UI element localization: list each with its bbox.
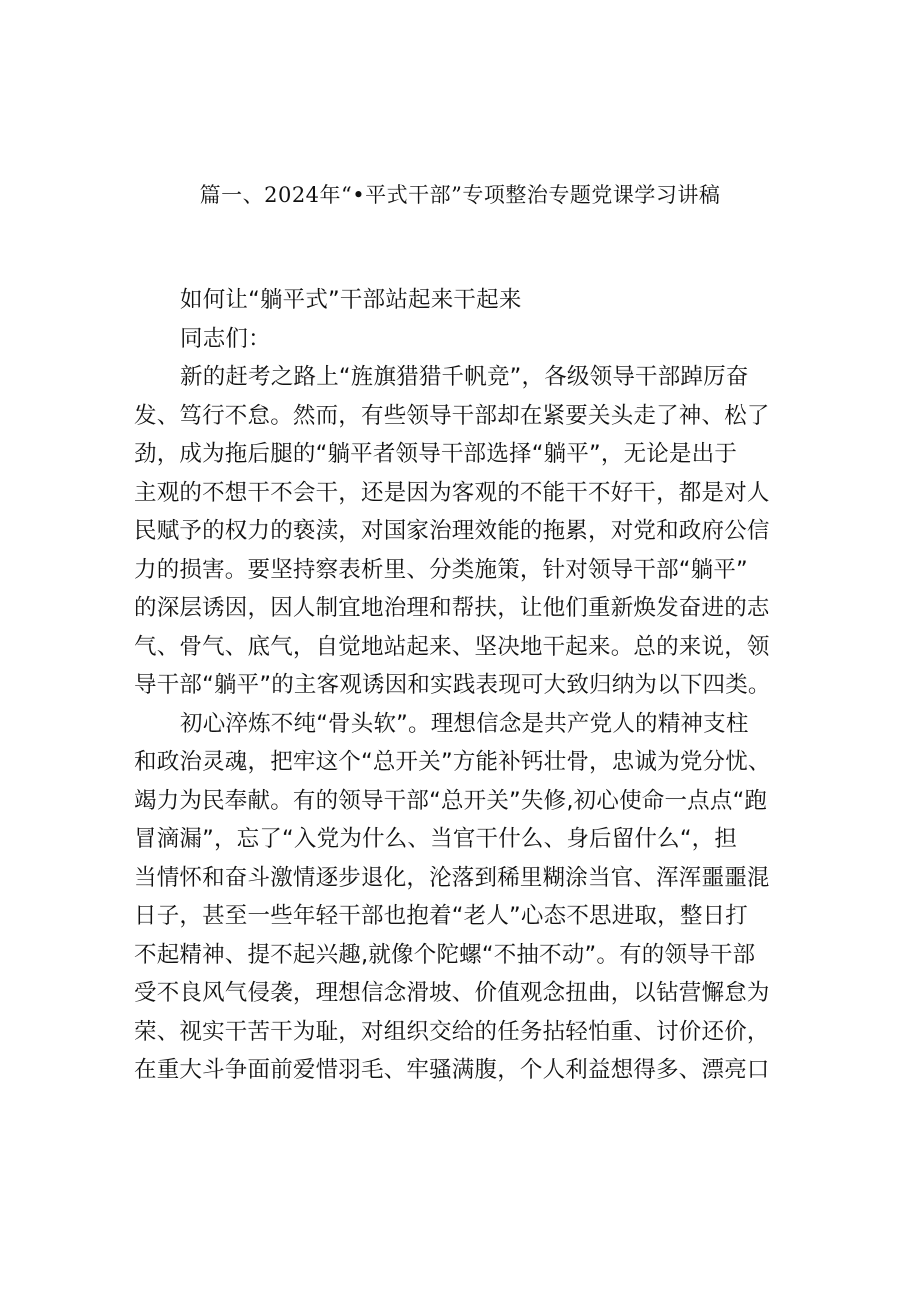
text-line: 力的损害。要坚持察表析里、分类施策，针对领导干部“躺平” (134, 556, 748, 583)
text-line: 的深层诱因，因人制宜地治理和帮扶，让他们重新焕发奋进的志 (134, 595, 770, 621)
speech-subtitle: 如何让“躺平式”干部站起来干起来 (180, 287, 522, 313)
text-line: 和政治灵魂，把牢这个“总开关”方能补钙壮骨，忠诚为党分忧、 (134, 749, 771, 775)
document-title: 篇一、2024年“•平式干部”专项整治专题党课学习讲稿 (199, 183, 721, 207)
text-line: 不起精神、提不起兴趣,就像个陀螺“不抽不动”。有的领导干部 (134, 941, 756, 968)
paragraph-1 (134, 358, 800, 705)
text-line: 导干部“躺平”的主客观诱因和实践表现可大致归纳为以下四类。 (134, 672, 771, 698)
text-line: 日子，甚至一些年轻干部也抱着“老人”心态不思进取，整日打 (134, 903, 748, 929)
text-line: 竭力为民奉献。有的领导干部“总开关”失修,初心使命一点点“跑 (134, 787, 768, 814)
text-line: 初心淬炼不纯“骨头软”。理想信念是共产党人的精神支柱 (180, 710, 749, 737)
text-line: 劲，成为拖后腿的“躺平者领导干部选择“躺平”，无论是出于 (134, 441, 738, 467)
text-line: 当情怀和奋斗激情逐步退化，沦落到稀里糊涂当官、浑浑噩噩混 (134, 864, 770, 891)
text-line: 荣、视实干苦干为耻，对组织交给的任务拈轻怕重、讨价还价， (134, 1018, 770, 1045)
text-line: 民赋予的权力的亵渎，对国家治理效能的拖累，对党和政府公信 (134, 518, 770, 544)
document-body (134, 281, 800, 1090)
salutation: 同志们： (180, 325, 271, 352)
text-line: 在重大斗争面前爱惜羽毛、牢骚满腹，个人利益想得多、漂亮口 (134, 1057, 770, 1083)
text-line: 受不良风气侵袭，理想信念滑坡、价值观念扭曲，以钻营懈怠为 (134, 980, 770, 1006)
text-line: 主观的不想干不会干，还是因为客观的不能干不好干，都是对人 (134, 479, 770, 506)
text-line: 冒滴漏”，忘了“入党为什么、当官干什么、身后留什么“，担 (134, 826, 738, 852)
text-line: 发、笃行不怠。然而，有些领导干部却在紧要关头走了神、松了 (134, 402, 770, 429)
text-line: 新的赶考之路上“旌旗猎猎千帆竞”，各级领导干部踔厉奋 (180, 364, 749, 390)
text-line: 气、骨气、底气，自觉地站起来、坚决地干起来。总的来说，领 (134, 633, 770, 660)
paragraph-2 (134, 705, 800, 1090)
